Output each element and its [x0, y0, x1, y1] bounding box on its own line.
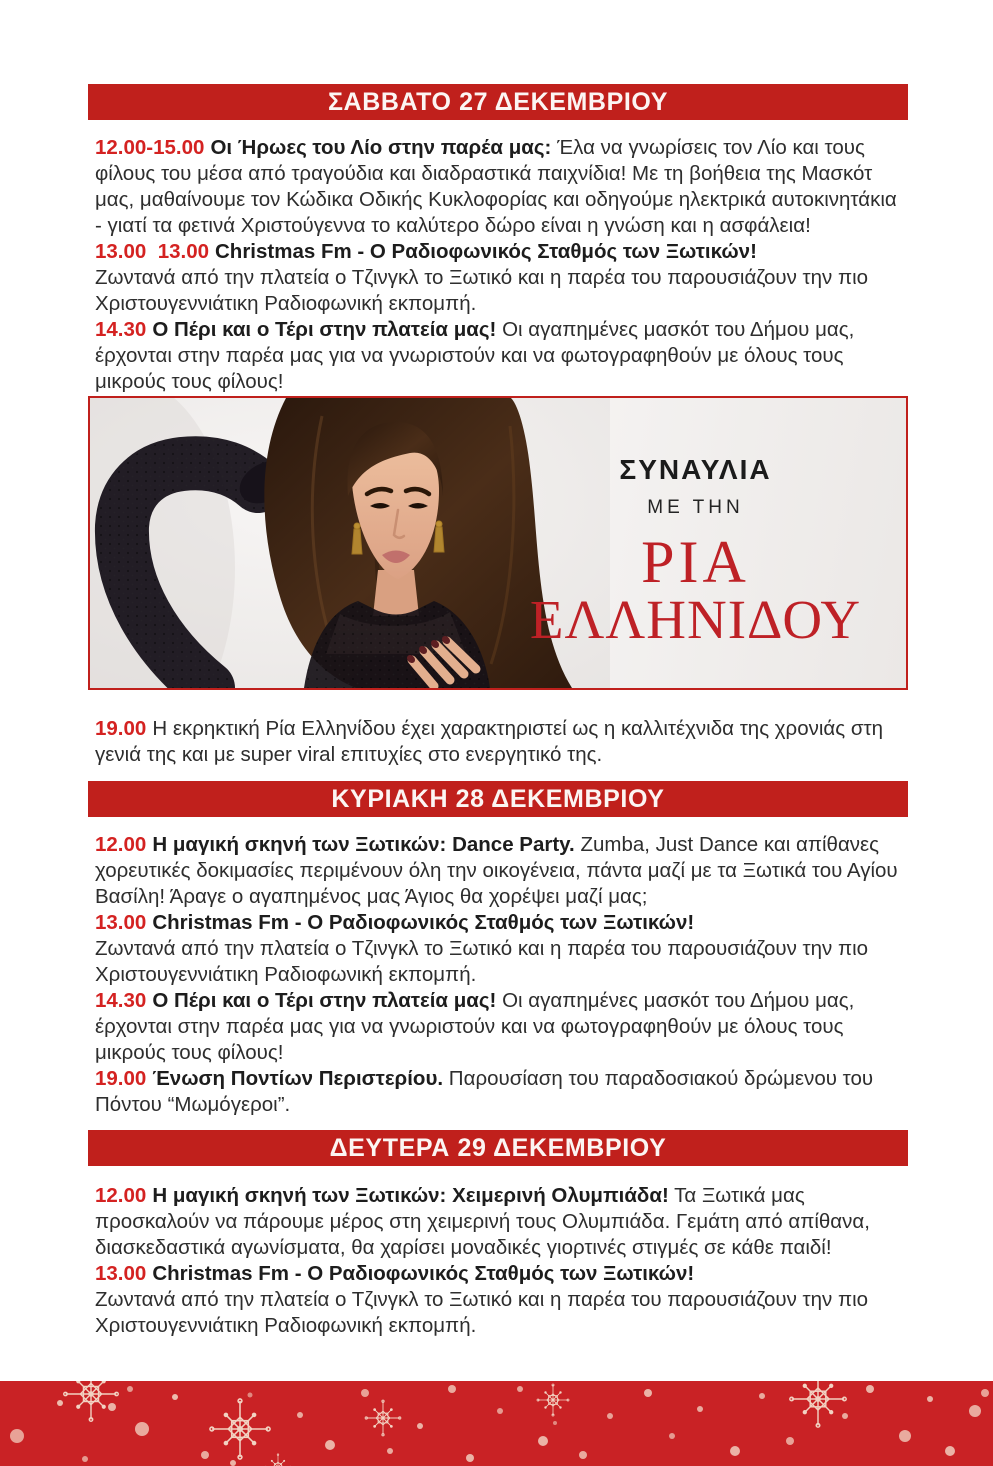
event-description: Τα Ξωτικά μας προσκαλούν να πάρουμε μέρος στη χειμερινή τους Ολυμπιάδα. Γεμάτη από απίθανα, διασκεδαστικά αγωνίσματα, θα χαρίσει μοναδικές γιορτινές στιγμές σε κάθε παιδί!: [95, 1184, 870, 1259]
event-ria-concert: [95, 716, 906, 768]
section-header-saturday: ΣΑΒΒΑΤΟ 27 ΔΕΚΕΜΒΡΙΟΥ: [88, 84, 908, 120]
event-peri-teri: [95, 317, 906, 395]
event-time: 12.00-15.00: [95, 136, 205, 159]
event-winter-olympics: [95, 1183, 906, 1261]
event-christmas-fm: [95, 910, 906, 988]
program-content: [88, 84, 908, 1339]
artist-first-name: ΡΙΑ: [641, 529, 750, 595]
event-title: Christmas Fm - Ο Ραδιοφωνικός Σταθμός των Ξωτικών!: [152, 1262, 695, 1285]
event-christmas-fm: [95, 1261, 906, 1339]
event-time: 14.30: [95, 318, 147, 341]
event-description: Ζωντανά από την πλατεία ο Τζινγκλ το Ξωτικό και η παρέα του παρουσιάζουν την πιο Χριστουγεννιάτικη Ραδιοφωνική εκπομπή.: [95, 266, 869, 315]
event-time: 12.00: [95, 833, 147, 856]
concert-banner: [88, 396, 908, 690]
artist-last-name: ΕΛΛΗΝΙΔΟΥ: [529, 589, 862, 650]
saturday-concert-event: [88, 690, 908, 768]
sunday-events: [88, 817, 908, 1118]
banner-text: [510, 454, 881, 648]
saturday-events: [88, 120, 908, 395]
event-description: Οι αγαπημένες μασκότ του Δήμου μας, έρχονται στην παρέα μας για να γνωριστούν και να φωτογραφηθούν με όλους τους μικρούς τους φίλους!: [95, 318, 855, 393]
banner-heading: ΣΥΝΑΥΛΙΑ: [619, 454, 772, 485]
event-time: 13.00: [95, 1262, 147, 1285]
event-title: Οι Ήρωες του Λίο στην παρέα μας:: [210, 136, 552, 159]
event-time: 13.00: [95, 911, 147, 934]
event-pontian-union: [95, 1066, 906, 1118]
event-title: Η μαγική σκηνή των Ξωτικών: Dance Party.: [152, 833, 575, 856]
event-title: Christmas Fm - Ο Ραδιοφωνικός Σταθμός των Ξωτικών!: [215, 240, 757, 263]
section-header-monday: ΔΕΥΤΕΡΑ 29 ΔΕΚΕΜΒΡΙΟΥ: [88, 1130, 908, 1166]
footer-band: [0, 1381, 993, 1466]
banner-subheading: ΜΕ ΤΗΝ: [647, 497, 744, 518]
event-title: Ο Πέρι και ο Τέρι στην πλατεία μας!: [152, 989, 497, 1012]
event-description: Ζωντανά από την πλατεία ο Τζινγκλ το Ξωτικό και η παρέα του παρουσιάζουν την πιο Χριστουγεννιάτικη Ραδιοφωνική εκπομπή.: [95, 1288, 869, 1337]
event-christmas-fm: [95, 239, 906, 317]
event-description: Παρουσίαση του παραδοσιακού δρώμενου του Πόντου “Μωμόγεροι”.: [95, 1067, 874, 1116]
event-description: Οι αγαπημένες μασκότ του Δήμου μας, έρχονται στην παρέα μας για να γνωριστούν και να φωτογραφηθούν με όλους τους μικρούς τους φίλους!: [95, 989, 855, 1064]
event-title: Ένωση Ποντίων Περιστερίου.: [152, 1067, 444, 1090]
event-time: 19.00: [95, 717, 147, 740]
event-time: 19.00: [95, 1067, 147, 1090]
event-title: Η μαγική σκηνή των Ξωτικών: Χειμερινή Ολυμπιάδα!: [152, 1184, 669, 1207]
event-description: Ζωντανά από την πλατεία ο Τζινγκλ το Ξωτικό και η παρέα του παρουσιάζουν την πιο Χριστουγεννιάτικη Ραδιοφωνική εκπομπή.: [95, 937, 869, 986]
event-lio-heroes: [95, 135, 906, 239]
event-dance-party: [95, 832, 906, 910]
event-title: Ο Πέρι και ο Τέρι στην πλατεία μας!: [152, 318, 497, 341]
event-peri-teri: [95, 988, 906, 1066]
event-description: Zumba, Just Dance και απίθανες χορευτικές δοκιμασίες περιμένουν όλη την οικογένεια, πάντα μαζί με τα Ξωτικά του Αγίου Βασίλη! Άραγε ο αγαπημένος μας Άγιος θα χορέψει μαζί μας;: [95, 833, 898, 908]
event-title: Christmas Fm - Ο Ραδιοφωνικός Σταθμός των Ξωτικών!: [152, 911, 695, 934]
event-description: Έλα να γνωρίσεις τον Λίο και τους φίλους του μέσα από τραγούδια και διαδραστικά παιχνίδια! Με τη βοήθεια της Μασκότ μας, μαθαίνουμε τον Κώδικα Οδικής Κυκλοφορίας και οδηγούμε ηλεκτρικά αυτοκινητάκια - γιατί τα φετινά Χριστούγεννα το καλύτερο δώρο είναι η γνώση και η ασφάλεια!: [95, 136, 897, 237]
event-time: 12.00: [95, 1184, 147, 1207]
event-time: 13.00 13.00: [95, 240, 209, 263]
event-description: Η εκρηκτική Ρία Ελληνίδου έχει χαρακτηριστεί ως η καλλιτέχνιδα της χρονιάς στη γενιά της και με super viral επιτυχίες στο ενεργητικό της.: [95, 717, 883, 766]
section-header-sunday: ΚΥΡΙΑΚΗ 28 ΔΕΚΕΜΒΡΙΟΥ: [88, 781, 908, 817]
event-time: 14.30: [95, 989, 147, 1012]
monday-events: [88, 1166, 908, 1339]
festive-footer: [0, 1381, 993, 1466]
